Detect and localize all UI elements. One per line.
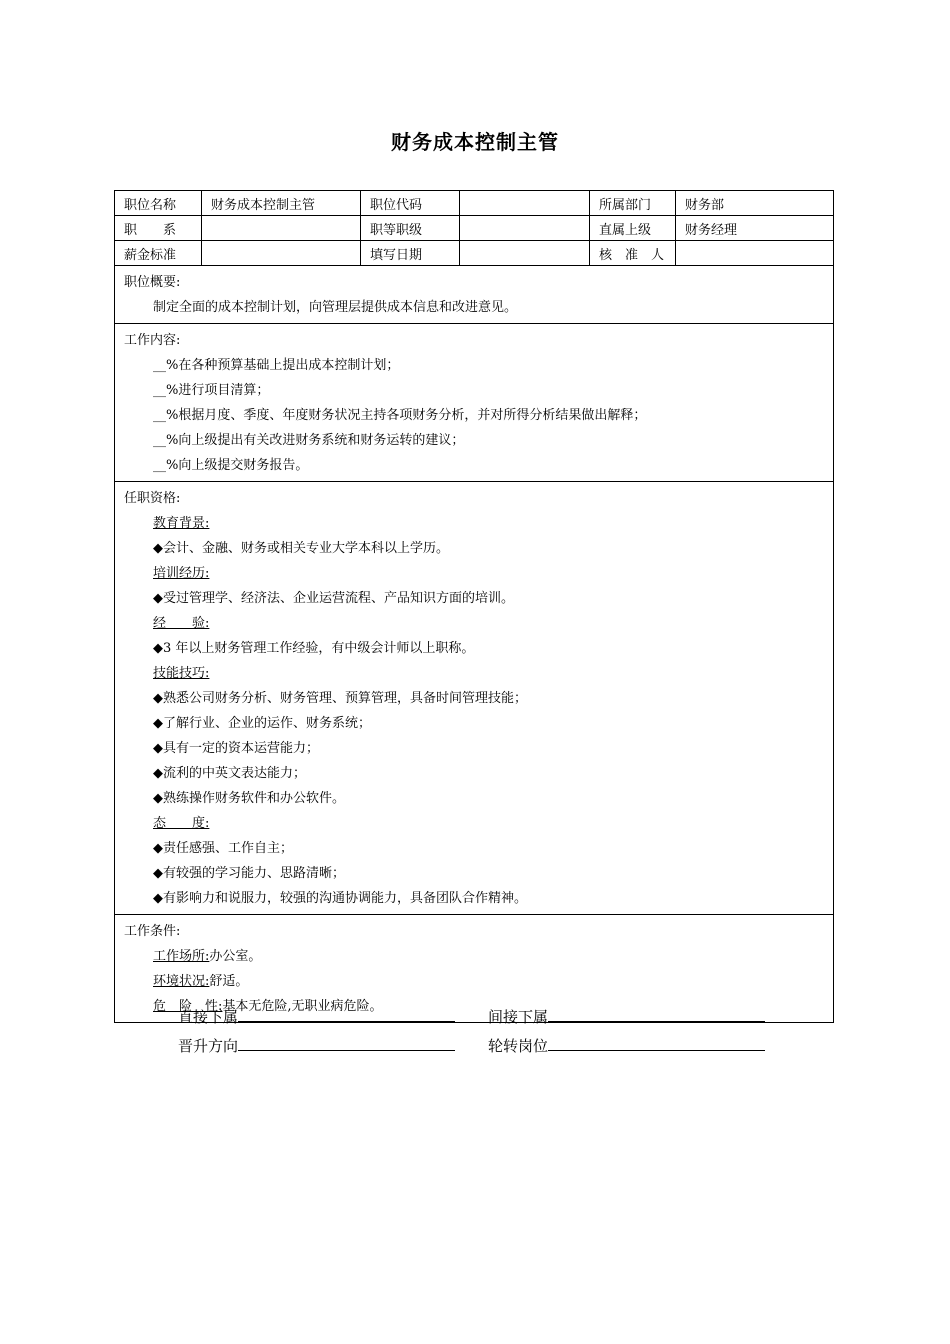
conditions-label: 工作条件: [124,924,181,939]
training-item: ◆受过管理学、经济法、企业运营流程、产品知识方面的培训。 [153,591,514,606]
label-grade: 职等职级 [361,216,460,241]
work-item: __%向上级提交财务报告。 [153,458,309,473]
overview-section [115,266,834,324]
promotion-blank[interactable] [238,1033,455,1051]
promotion-label: 晋升方向 [178,1037,239,1055]
value-approver [676,241,834,266]
job-description-table [114,190,834,1023]
direct-subordinates-blank[interactable] [238,1004,455,1022]
direct-subordinates-label: 直接下属 [178,1008,239,1026]
skill-item: ◆具有一定的资本运营能力； [153,741,319,756]
attitude-label: 态 度: [153,816,210,831]
qualifications-section [115,482,834,915]
work-item: __%根据月度、季度、年度财务状况主持各项财务分析，并对所得分析结果做出解释； [153,408,647,423]
risk-label: 危 险 性: [153,999,223,1014]
table-row [115,216,834,241]
experience-item: ◆3 年以上财务管理工作经验，有中级会计师以上职称。 [153,641,475,656]
work-label: 工作内容: [124,333,181,348]
label-supervisor: 直属上级 [590,216,676,241]
value-salary [202,241,361,266]
label-position-name: 职位名称 [115,191,202,216]
training-label: 培训经历: [153,566,210,581]
value-fill-date [460,241,590,266]
education-label: 教育背景: [153,516,210,531]
label-department: 所属部门 [590,191,676,216]
value-grade [460,216,590,241]
skill-item: ◆熟练操作财务软件和办公软件。 [153,791,345,806]
label-position-code: 职位代码 [361,191,460,216]
attitude-item: ◆有较强的学习能力、思路清晰； [153,866,345,881]
work-item: __%进行项目清算； [153,383,270,398]
label-salary: 薪金标准 [115,241,202,266]
place-label: 工作场所: [153,949,210,964]
table-row [115,191,834,216]
label-approver: 核 准 人 [590,241,676,266]
page-title: 财务成本控制主管 [391,130,559,154]
footer-row-career [178,1033,778,1059]
value-job-family [202,216,361,241]
label-fill-date: 填写日期 [361,241,460,266]
environment-value: 舒适。 [209,974,249,989]
place-value: 办公室。 [209,949,262,964]
value-position-name: 财务成本控制主管 [202,191,361,216]
risk-value: 基本无危险,无职业病危险。 [222,999,383,1014]
footer-row-subordinates [178,1004,778,1030]
education-item: ◆会计、金融、财务或相关专业大学本科以上学历。 [153,541,449,556]
value-supervisor: 财务经理 [676,216,834,241]
qualifications-label: 任职资格: [124,491,181,506]
work-item: __%向上级提出有关改进财务系统和财务运转的建议； [153,433,465,448]
skill-item: ◆熟悉公司财务分析、财务管理、预算管理，具备时间管理技能； [153,691,527,706]
work-section [115,324,834,482]
skills-label: 技能技巧: [153,666,210,681]
work-item: __%在各种预算基础上提出成本控制计划； [153,358,400,373]
attitude-item: ◆责任感强、工作自主； [153,841,293,856]
indirect-subordinates-blank[interactable] [548,1004,765,1022]
indirect-subordinates-label: 间接下属 [488,1008,549,1026]
table-row [115,241,834,266]
experience-label: 经 验: [153,616,210,631]
overview-text: 制定全面的成本控制计划，向管理层提供成本信息和改进意见。 [153,300,518,315]
rotation-label: 轮转岗位 [488,1037,549,1055]
skill-item: ◆了解行业、企业的运作、财务系统； [153,716,371,731]
value-position-code [460,191,590,216]
skill-item: ◆流利的中英文表达能力； [153,766,306,781]
label-job-family: 职 系 [115,216,202,241]
overview-label: 职位概要: [124,275,181,290]
value-department: 财务部 [676,191,834,216]
attitude-item: ◆有影响力和说服力，较强的沟通协调能力，具备团队合作精神。 [153,891,527,906]
rotation-blank[interactable] [548,1033,765,1051]
environment-label: 环境状况: [153,974,210,989]
